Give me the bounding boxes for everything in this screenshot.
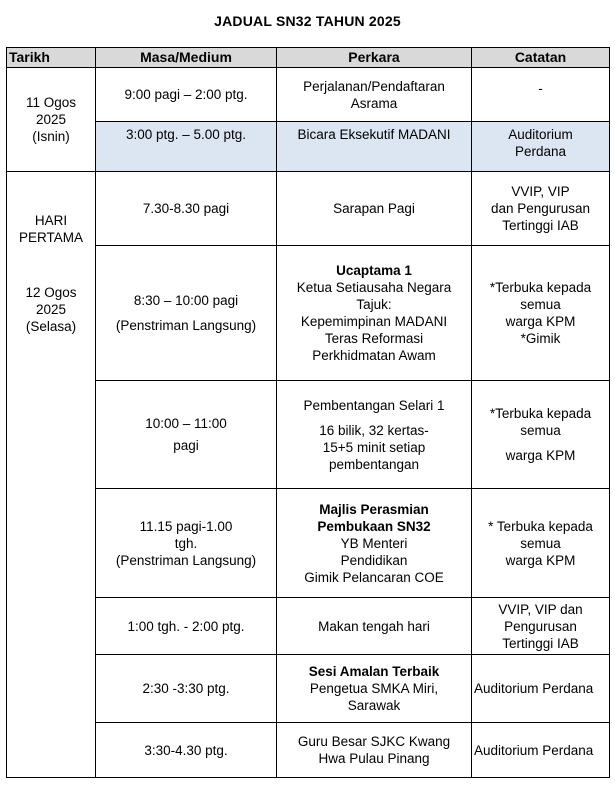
catatan-cell <box>472 655 610 723</box>
header-masa: Masa/Medium <box>96 48 277 68</box>
masa-text: 3:00 ptg. – 5.00 ptg. <box>125 127 247 142</box>
perkara-title: Sesi Amalan Terbaik <box>308 664 440 679</box>
masa-cell <box>96 723 277 778</box>
header-catatan: Catatan <box>472 48 610 68</box>
catatan-text: Perdana <box>514 144 567 159</box>
masa-cell <box>96 122 277 172</box>
perkara-text: Pembentangan Selari 1 <box>303 397 445 413</box>
perkara-text: Makan tengah hari <box>318 618 430 634</box>
table-row <box>7 598 610 655</box>
catatan-text: warga KPM <box>505 448 576 463</box>
catatan-text: warga KPM <box>505 552 576 568</box>
perkara-text: Tajuk: <box>356 297 392 312</box>
catatan-text: *Terbuka kepada <box>489 280 592 295</box>
perkara-cell <box>277 598 472 655</box>
table-row <box>7 172 610 246</box>
perkara-title: Majlis Perasmian <box>319 501 429 517</box>
catatan-text: - <box>538 81 543 96</box>
masa-text: 11.15 pagi-1.00 <box>139 518 233 534</box>
catatan-text: * Terbuka kepada <box>488 518 593 534</box>
perkara-text: Hwa Pulau Pinang <box>318 751 430 766</box>
masa-cell <box>96 172 277 246</box>
perkara-cell <box>277 246 472 381</box>
masa-cell <box>96 598 277 655</box>
catatan-text: *Gimik <box>520 331 561 346</box>
perkara-text: Sarawak <box>347 698 401 713</box>
catatan-text: semua <box>520 423 561 438</box>
day-label: PERTAMA <box>18 230 83 245</box>
perkara-text: Teras Reformasi <box>324 331 424 346</box>
catatan-cell <box>472 246 610 381</box>
perkara-cell <box>277 381 472 489</box>
perkara-text: Pengetua SMKA Miri, <box>309 681 439 696</box>
table-row <box>7 489 610 598</box>
catatan-text: Auditorium Perdana <box>474 681 594 696</box>
catatan-cell <box>472 598 610 655</box>
masa-text: 10:00 – 11:00 <box>145 416 227 431</box>
perkara-cell <box>277 122 472 172</box>
perkara-title: Pembukaan SN32 <box>317 518 431 534</box>
masa-text: pagi <box>173 438 199 453</box>
catatan-cell <box>472 68 610 122</box>
page-title: JADUAL SN32 TAHUN 2025 <box>214 13 401 29</box>
catatan-cell <box>472 381 610 489</box>
perkara-cell <box>277 489 472 598</box>
catatan-text: warga KPM <box>505 314 576 329</box>
catatan-text: *Terbuka kepada <box>489 406 592 421</box>
table-row <box>7 246 610 381</box>
day-label: HARI <box>34 213 68 228</box>
masa-text: 1:00 tgh. - 2:00 ptg. <box>127 618 245 634</box>
perkara-text: Gimik Pelancaran COE <box>304 569 444 585</box>
masa-cell <box>96 381 277 489</box>
date-text: 2025 <box>35 112 67 127</box>
date-text: 12 Ogos <box>25 285 77 300</box>
table-row <box>7 381 610 489</box>
catatan-text: semua <box>520 535 561 551</box>
perkara-cell <box>277 172 472 246</box>
perkara-cell <box>277 723 472 778</box>
table-row <box>7 655 610 723</box>
masa-text: tgh. <box>174 535 198 551</box>
catatan-text: VVIP, VIP <box>511 184 570 199</box>
perkara-cell <box>277 68 472 122</box>
catatan-text: semua <box>520 297 561 312</box>
date-text: 11 Ogos <box>25 95 77 110</box>
date-text: (Isnin) <box>32 129 70 144</box>
catatan-text: dan Pengurusan <box>490 201 591 216</box>
perkara-text: Kepemimpinan MADANI <box>300 314 448 329</box>
catatan-text: VVIP, VIP dan <box>498 601 583 617</box>
masa-text: 2:30 -3:30 ptg. <box>142 681 230 696</box>
tarikh-day1 <box>7 68 96 172</box>
masa-text: (Penstriman Langsung) <box>115 552 257 568</box>
perkara-text: Sarapan Pagi <box>333 201 415 216</box>
table-row <box>7 122 610 172</box>
catatan-text: Auditorium Perdana <box>474 742 594 758</box>
catatan-text: Tertinggi IAB <box>502 218 579 233</box>
masa-text: 3:30-4.30 ptg. <box>144 742 228 758</box>
perkara-text: Perjalanan/Pendaftaran <box>303 78 445 94</box>
catatan-cell <box>472 172 610 246</box>
perkara-text: Guru Besar SJKC Kwang <box>297 734 451 749</box>
catatan-cell <box>472 723 610 778</box>
masa-text: 9:00 pagi – 2:00 ptg. <box>124 87 248 102</box>
perkara-text: Asrama <box>350 95 398 111</box>
catatan-cell <box>472 489 610 598</box>
header-perkara: Perkara <box>277 48 472 68</box>
masa-cell <box>96 68 277 122</box>
perkara-text: 16 bilik, 32 kertas- <box>319 422 429 438</box>
header-tarikh: Tarikh <box>7 48 96 68</box>
masa-cell <box>96 655 277 723</box>
perkara-text: Pendidikan <box>340 552 408 568</box>
masa-cell <box>96 246 277 381</box>
perkara-text: Perkhidmatan Awam <box>312 348 436 363</box>
catatan-text: Pengurusan <box>504 618 577 634</box>
date-text: (Selasa) <box>25 319 77 334</box>
masa-text: (Penstriman Langsung) <box>115 318 257 333</box>
catatan-text: Auditorium <box>508 127 573 142</box>
masa-text: 7.30-8.30 pagi <box>142 201 230 216</box>
tarikh-day2 <box>7 172 96 778</box>
perkara-text: 15+5 minit setiap <box>322 439 426 455</box>
perkara-text: Ketua Setiausaha Negara <box>296 280 452 295</box>
masa-cell <box>96 489 277 598</box>
table-row <box>7 68 610 122</box>
perkara-text: pembentangan <box>328 456 420 472</box>
table-row <box>7 723 610 778</box>
perkara-cell <box>277 655 472 723</box>
masa-text: 8:30 – 10:00 pagi <box>133 293 239 308</box>
perkara-title: Ucaptama 1 <box>336 263 412 278</box>
header-row <box>7 48 610 68</box>
schedule-table <box>6 47 610 778</box>
perkara-text: Bicara Eksekutif MADANI <box>297 127 451 142</box>
catatan-cell <box>472 122 610 172</box>
date-text: 2025 <box>35 302 67 317</box>
catatan-text: Tertinggi IAB <box>502 635 579 651</box>
perkara-text: YB Menteri <box>340 535 408 551</box>
